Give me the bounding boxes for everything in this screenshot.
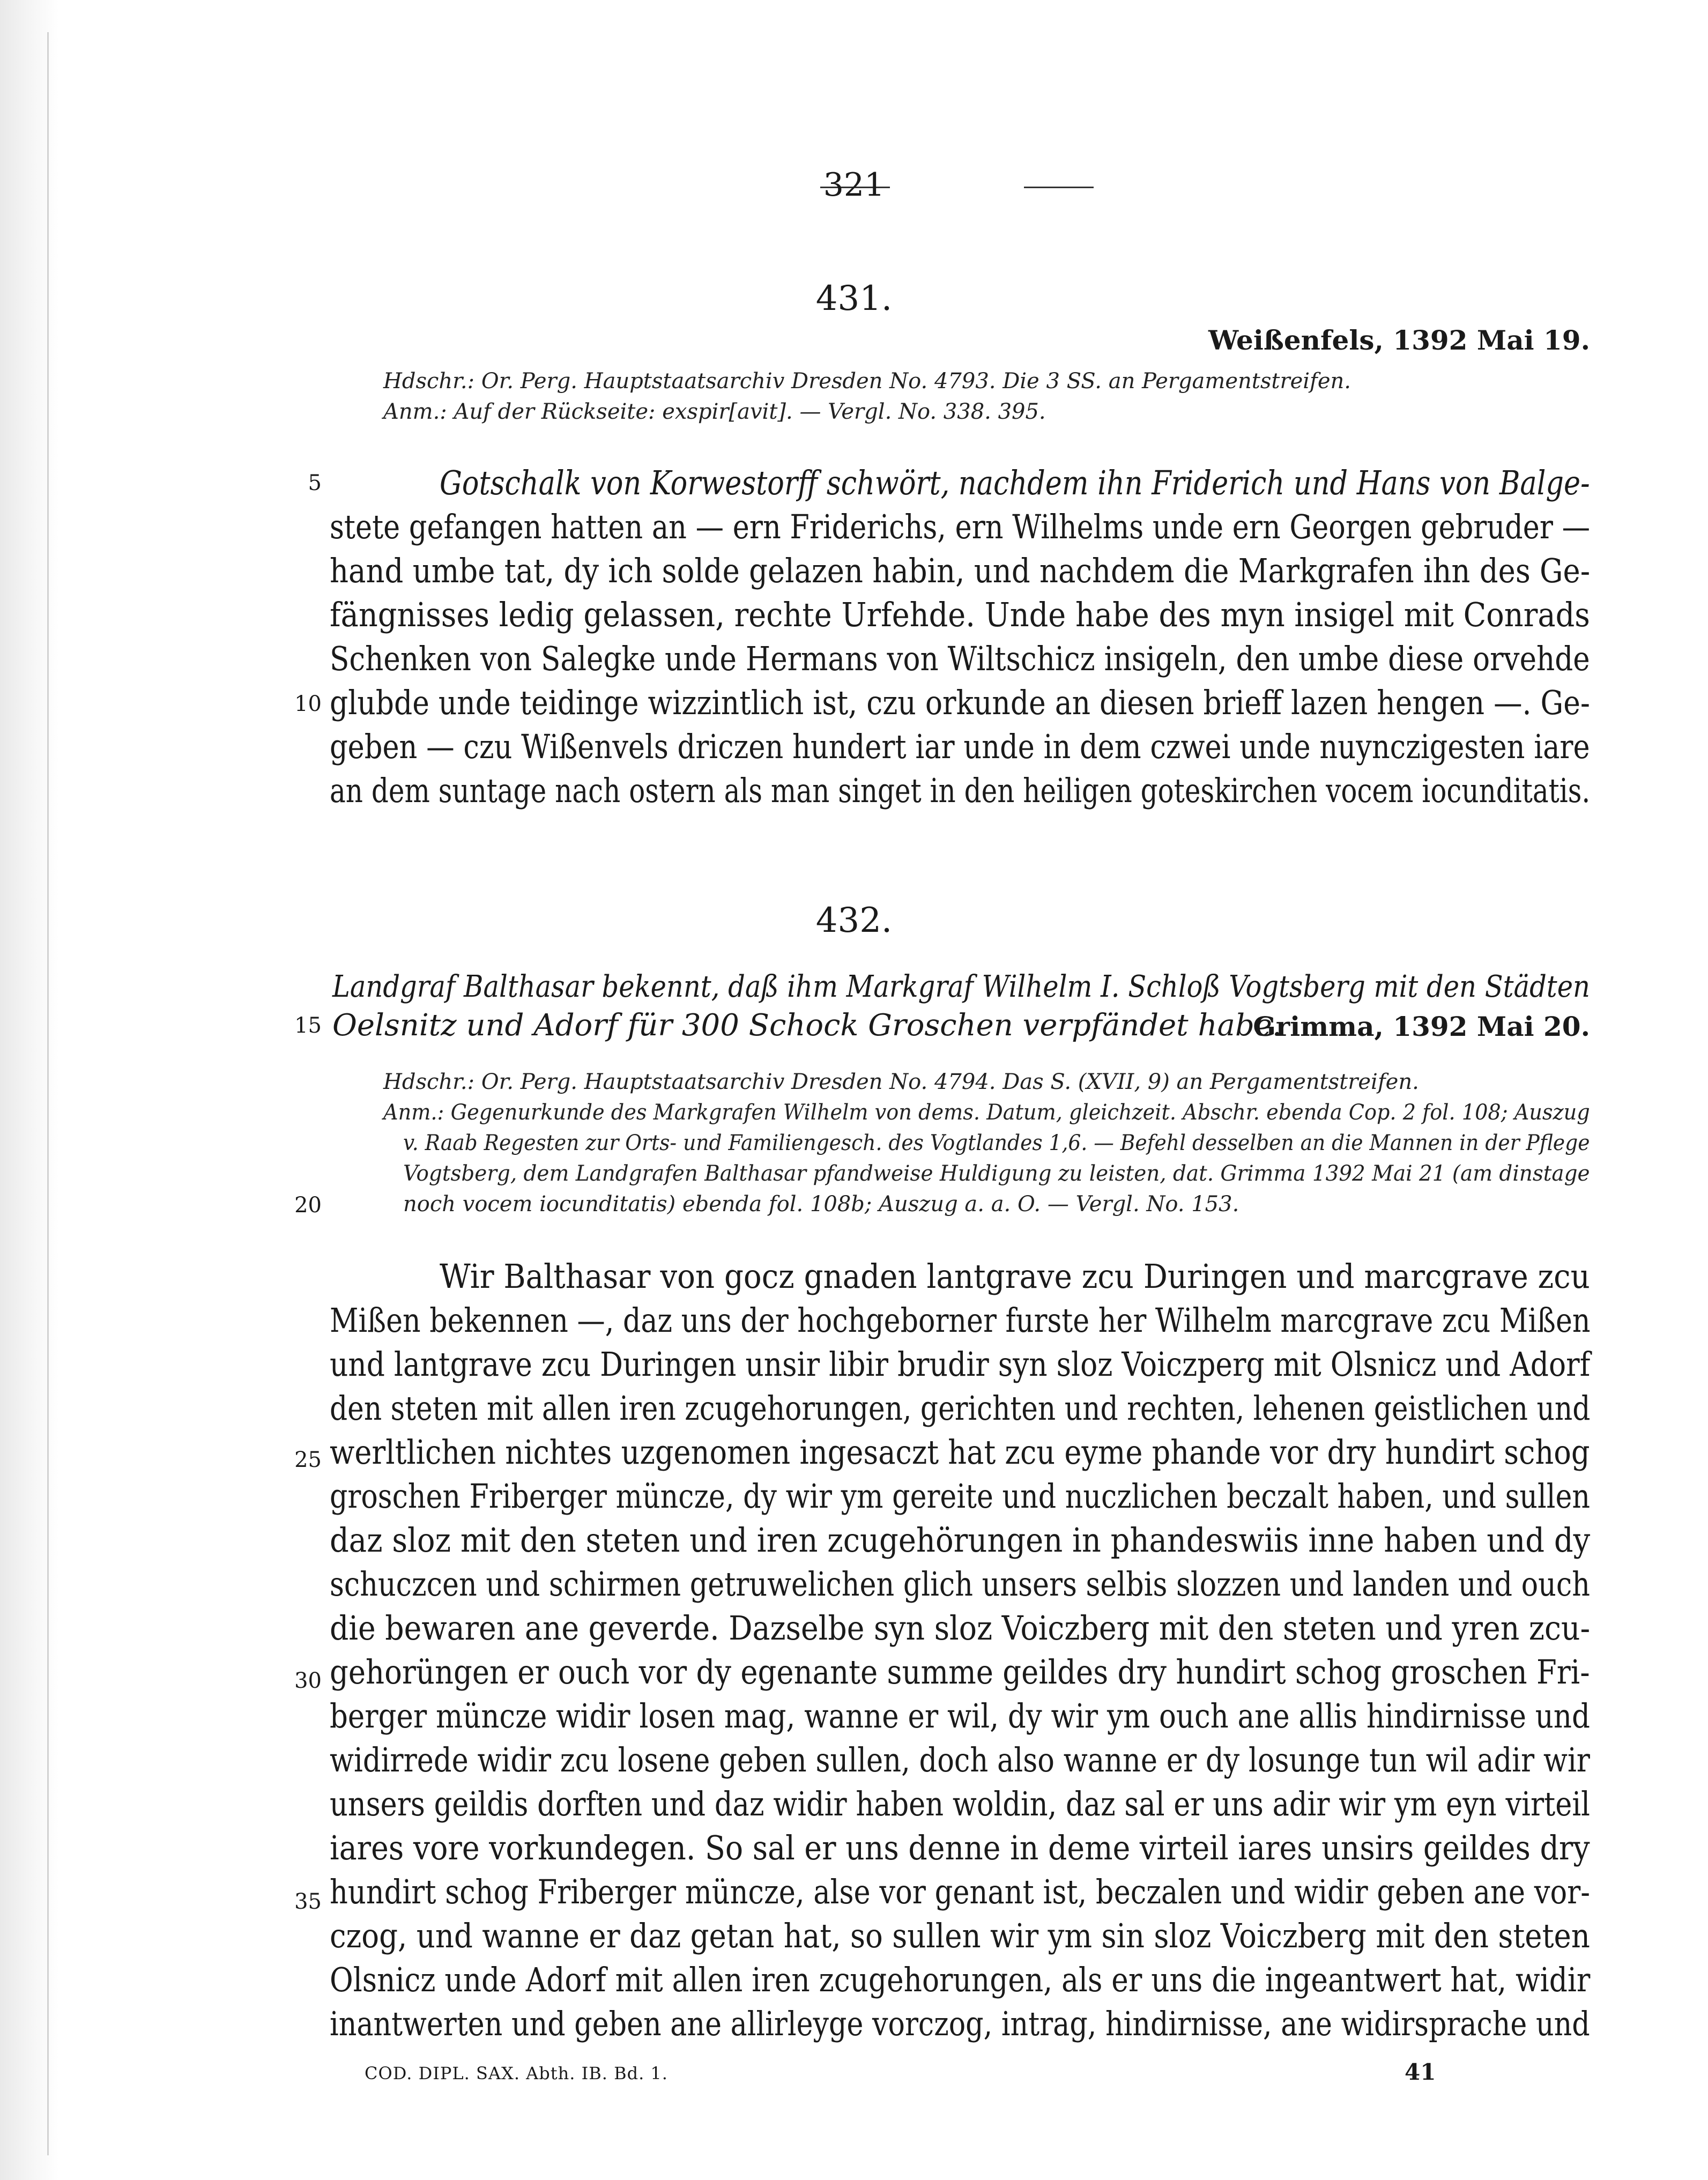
text-line-431: geben — czu Wißenvels driczen hundert iar unde in dem czwei unde nuynczigesten iare — [330, 727, 1590, 766]
text-line-432: inantwerten und geben ane allirleyge vorczog, intrag, hindirnisse, ane widirsprache und — [330, 2004, 1590, 2043]
text-line-432: Olsnicz unde Adorf mit allen iren zcugehorungen, als er uns die ingeantwert hat, widir — [330, 1960, 1591, 1999]
remark-note-431: Anm.: Auf der Rückseite: exspir[avit]. — Vergl. No. 338. 395. — [383, 399, 1046, 424]
place-date-432: Grimma, 1392 Mai 20. — [1253, 1011, 1590, 1042]
binding-edge — [47, 32, 49, 2155]
footer-series: COD. DIPL. SAX. Abth. IB. Bd. 1. — [365, 2063, 668, 2083]
text-line-431: glubde unde teidinge wizzintlich ist, czu orkunde an diesen brieff lazen hengen —. Ge- — [330, 683, 1590, 722]
text-line-431: Gotschalk von Korwestorff schwört, nachdem ihn Friderich und Hans von Balge- — [440, 463, 1590, 502]
line-number: 5 — [308, 471, 322, 495]
text-line-432: widirrede widir zcu losene geben sullen, doch also wanne er dy losunge tun wil adir wir — [330, 1740, 1590, 1779]
remark-note-432: Vogtsberg, dem Landgrafen Balthasar pfandweise Huldigung zu leisten, dat. Grimma 1392 Mai 21 (am dinstage — [403, 1161, 1590, 1186]
header-dash-right — [1024, 187, 1094, 188]
text-line-432: Mißen bekennen —, daz uns der hochgeborner furste her Wilhelm marcgrave zcu Mißen — [330, 1301, 1591, 1340]
text-line-432: hundirt schog Friberger müncze, alse vor genant ist, beczalen und widir geben ane vor- — [330, 1872, 1591, 1911]
page-number: 321 — [823, 166, 885, 204]
text-line-432: daz sloz mit den steten und iren zcugehörungen in phandeswiis inne haben und dy — [330, 1521, 1591, 1560]
place-date-431: Weißenfels, 1392 Mai 19. — [1208, 324, 1590, 356]
line-number: 25 — [294, 1448, 322, 1472]
line-number: 20 — [294, 1193, 322, 1218]
text-line-432: iares vore vorkundegen. So sal er uns denne in deme virteil iares unsirs geildes dry — [330, 1828, 1590, 1867]
line-number: 10 — [294, 692, 322, 716]
footer-signature: 41 — [1405, 2059, 1436, 2085]
text-line-432: unsers geildis dorften und daz widir haben woldin, daz sal er uns adir wir ym eyn virteil — [330, 1784, 1590, 1823]
remark-note-432: v. Raab Regesten zur Orts- und Familiengesch. des Vogtlandes 1,6. — Befehl desselben an die Mannen in der Pflege — [403, 1131, 1590, 1155]
text-line-432: werltlichen nichtes uzgenomen ingesaczt hat zcu eyme phande vor dry hundirt schog — [330, 1433, 1590, 1472]
text-line-432: czog, und wanne er daz getan hat, so sullen wir ym sin sloz Voiczberg mit den steten — [330, 1916, 1590, 1955]
text-line-431: fängnisses ledig gelassen, rechte Urfehde. Unde habe des myn insigel mit Conrads — [330, 595, 1590, 634]
document-number-431: 431. — [815, 279, 893, 318]
text-line-431: stete gefangen hatten an — ern Friderichs, ern Wilhelms unde ern Georgen gebruder — — [330, 507, 1591, 546]
text-line-432: Wir Balthasar von gocz gnaden lantgrave zcu Duringen und marcgrave zcu — [440, 1257, 1590, 1296]
summary-line-432: Landgraf Balthasar bekennt, daß ihm Markgraf Wilhelm I. Schloß Vogtsberg mit den Städten — [332, 969, 1590, 1004]
remark-note-432: noch vocem iocunditatis) ebenda fol. 108b; Auszug a. a. O. — Vergl. No. 153. — [403, 1192, 1239, 1217]
text-line-432: den steten mit allen iren zcugehorungen, gerichten und rechten, lehenen geistlichen und — [330, 1389, 1591, 1428]
manuscript-note-431: Hdschr.: Or. Perg. Hauptstaatsarchiv Dresden No. 4793. Die 3 SS. an Pergamentstreifen. — [383, 369, 1351, 394]
text-line-432: schuczcen und schirmen getruwelichen glich unsers selbis slozzen und landen und ouch — [330, 1564, 1590, 1604]
binding-shadow — [0, 0, 59, 2180]
text-line-431: hand umbe tat, dy ich solde gelazen habin, und nachdem die Markgrafen ihn des Ge- — [330, 551, 1591, 590]
text-line-432: groschen Friberger müncze, dy wir ym gereite und nuczlichen beczalt haben, und sullen — [330, 1477, 1590, 1516]
text-line-432: und lantgrave zcu Duringen unsir libir brudir syn sloz Voiczperg mit Olsnicz und Adorf — [330, 1345, 1591, 1384]
line-number: 35 — [294, 1889, 322, 1914]
text-line-431: an dem suntage nach ostern als man singet in den heiligen goteskirchen vocem iocunditatis. — [330, 771, 1591, 810]
text-line-431: Schenken von Salegke unde Hermans von Wiltschicz insigeln, den umbe diese orvehde — [330, 639, 1590, 678]
text-line-432: die bewaren ane geverde. Dazselbe syn sloz Voiczberg mit den steten und yren zcu- — [330, 1608, 1591, 1648]
text-line-432: berger müncze widir losen mag, wanne er wil, dy wir ym ouch ane allis hindirnisse und — [330, 1696, 1590, 1736]
text-line-432: gehorüngen er ouch vor dy egenante summe geildes dry hundirt schog groschen Fri- — [330, 1652, 1590, 1692]
summary-line-432: Oelsnitz und Adorf für 300 Schock Groschen verpfändet habe. — [332, 1008, 1282, 1043]
line-number: 30 — [294, 1669, 322, 1693]
line-number: 15 — [294, 1013, 322, 1038]
manuscript-note-432: Hdschr.: Or. Perg. Hauptstaatsarchiv Dresden No. 4794. Das S. (XVII, 9) an Pergamentstreifen. — [383, 1070, 1419, 1094]
remark-note-432: Anm.: Gegenurkunde des Markgrafen Wilhelm von dems. Datum, gleichzeit. Abschr. ebenda Cop. 2 fol. 108; Auszug — [383, 1100, 1590, 1125]
document-number-432: 432. — [815, 901, 893, 940]
